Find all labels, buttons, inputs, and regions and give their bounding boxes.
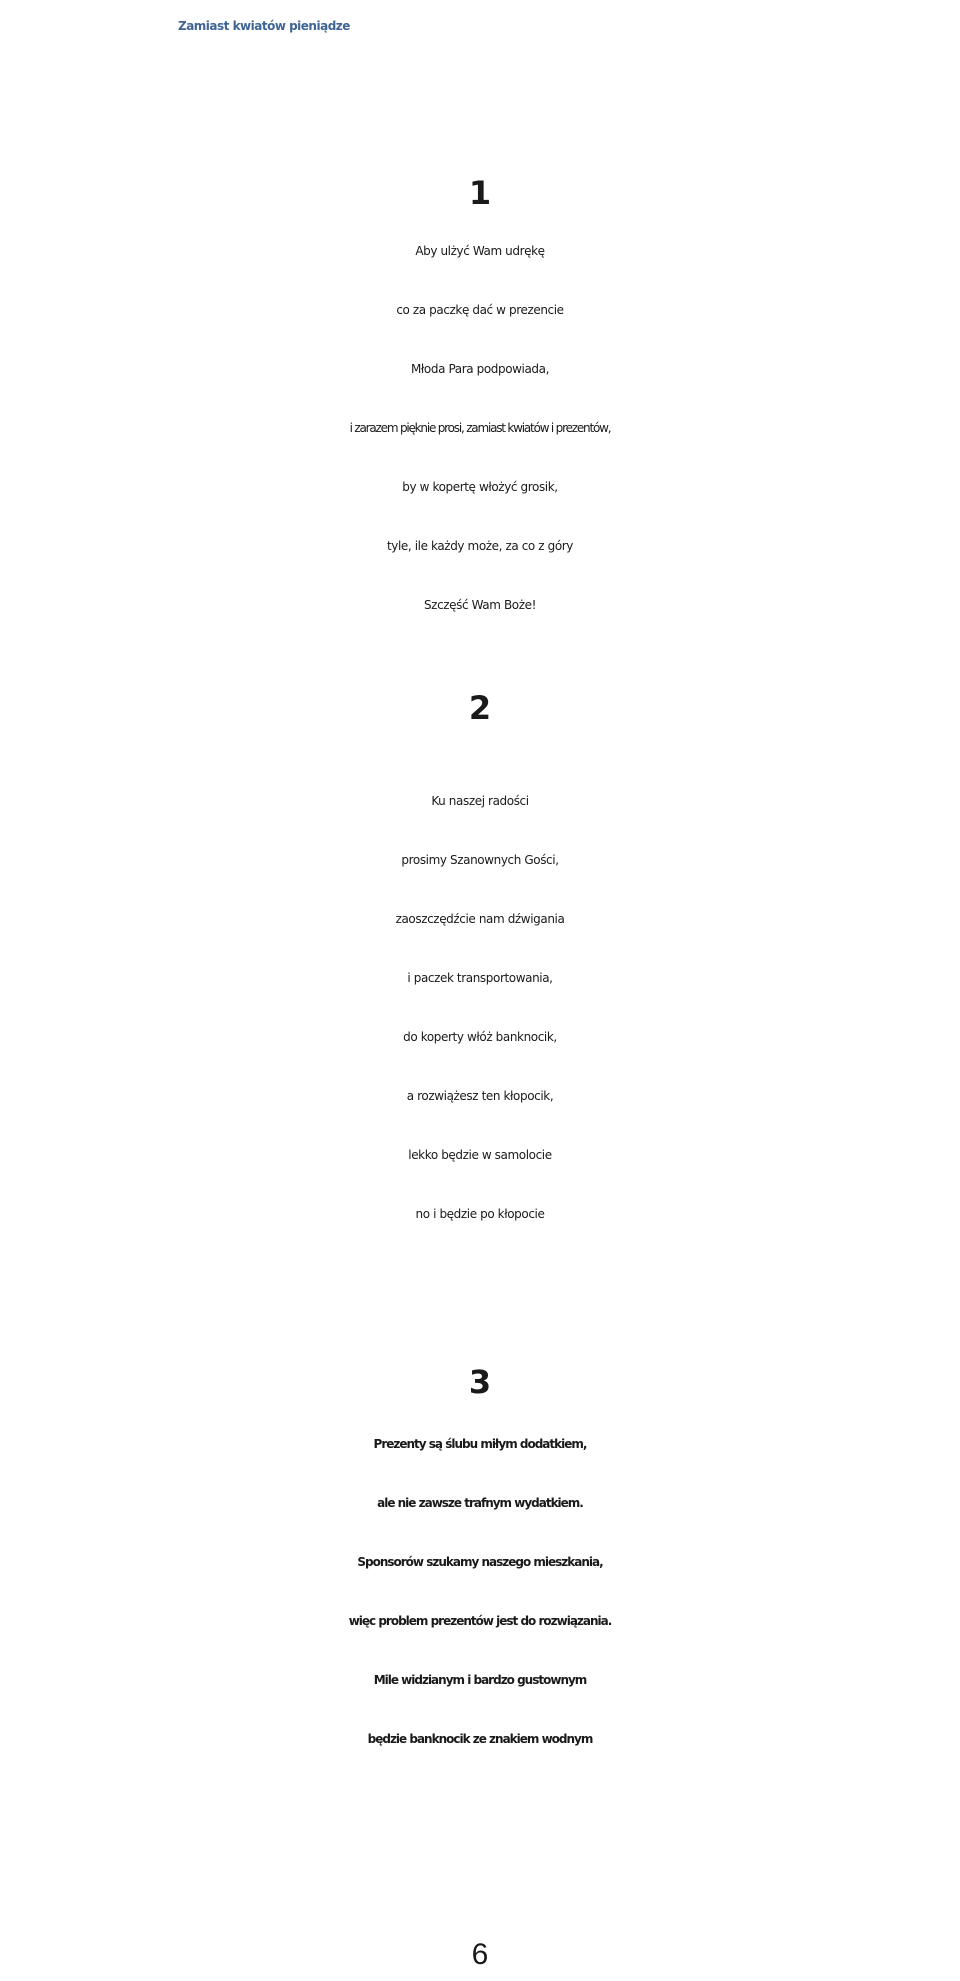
- verse-line: no i będzie po kłopocie: [415, 1207, 545, 1221]
- verse-line: co za paczkę dać w prezencie: [396, 303, 564, 317]
- verse-line: Prezenty są ślubu miłym dodatkiem,: [373, 1437, 587, 1451]
- stanza-number: 1: [468, 174, 492, 212]
- verse-line: Szczęść Wam Boże!: [423, 598, 537, 612]
- verse-line: będzie banknocik ze znakiem wodnym: [367, 1732, 593, 1746]
- stanza-number: 3: [468, 1363, 492, 1401]
- verse-line: i paczek transportowania,: [407, 971, 553, 985]
- verse-line: Mile widzianym i bardzo gustownym: [373, 1673, 587, 1687]
- verse-line: zaoszczędźcie nam dźwigania: [395, 912, 565, 926]
- verse-line: Ku naszej radości: [431, 794, 529, 808]
- page-title: Zamiast kwiatów pieniądze: [178, 19, 350, 33]
- verse-line: Młoda Para podpowiada,: [410, 362, 550, 376]
- verse-line: prosimy Szanownych Gości,: [401, 853, 559, 867]
- verse-line: a rozwiążesz ten kłopocik,: [406, 1089, 554, 1103]
- verse-line: i zarazem pięknie prosi, zamiast kwiatów i prezentów,: [349, 421, 611, 435]
- verse-line: do koperty włóż banknocik,: [403, 1030, 557, 1044]
- verse-line: lekko będzie w samolocie: [408, 1148, 552, 1162]
- page-number: 6: [471, 1938, 489, 1971]
- verse-line: więc problem prezentów jest do rozwiązania.: [348, 1614, 612, 1628]
- verse-line: by w kopertę włożyć grosik,: [402, 480, 558, 494]
- verse-line: tyle, ile każdy może, za co z góry: [386, 539, 573, 553]
- verse-line: Sponsorów szukamy naszego mieszkania,: [357, 1555, 603, 1569]
- verse-line: Aby ulżyć Wam udrękę: [415, 244, 545, 258]
- verse-line: ale nie zawsze trafnym wydatkiem.: [377, 1496, 583, 1510]
- stanza-number: 2: [468, 689, 492, 727]
